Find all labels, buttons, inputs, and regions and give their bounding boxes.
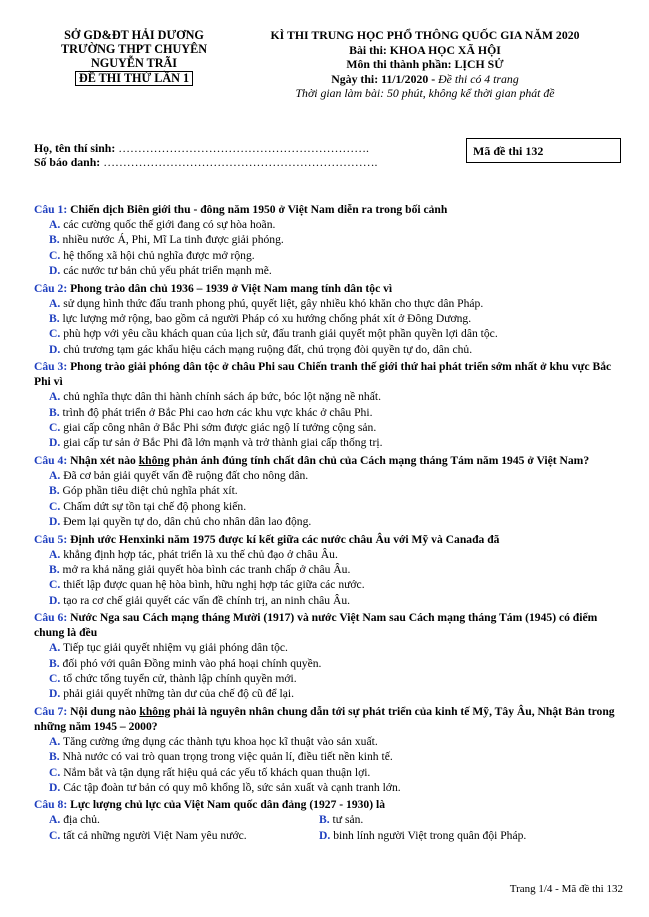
answer-option: D. các nước tư bản chủ yếu phát triển mạnh mẽ. bbox=[49, 264, 272, 278]
exam-time: Thời gian làm bài: 50 phút, không kể thời gian phát đề bbox=[295, 86, 555, 100]
candidate-id-label: Số báo danh: bbox=[34, 155, 101, 169]
answer-option: A. các cường quốc thế giới đang có sự hòa hoãn. bbox=[49, 218, 276, 231]
answer-options-grid bbox=[34, 812, 628, 843]
answer-option: A. sử dụng hình thức đấu tranh phong phú, quyết liệt, gây nhiều khó khăn cho thực dân Pháp. bbox=[49, 296, 484, 310]
question-number: Câu 3: bbox=[34, 360, 68, 374]
department-name: SỞ GD&ĐT HẢI DƯƠNG bbox=[64, 28, 204, 42]
question-number: Câu 7: bbox=[34, 704, 68, 718]
emphasis-negation: không bbox=[139, 704, 171, 718]
answer-option: A. Tiếp tục giải quyết nhiệm vụ giải phóng dân tộc. bbox=[49, 641, 288, 655]
exam-date: Ngày thi: 11/1/2020 - bbox=[331, 71, 436, 86]
candidate-name-field: ………………………………………………………. bbox=[118, 141, 369, 155]
exam-name: Bài thi: KHOA HỌC XÃ HỘI bbox=[349, 42, 501, 57]
answer-option: B. nhiều nước Á, Phi, Mĩ La tinh được giải phóng. bbox=[49, 233, 284, 247]
question bbox=[34, 532, 628, 609]
question-number: Câu 6: bbox=[34, 611, 68, 625]
question bbox=[34, 202, 628, 279]
question-stem: Lực lượng chủ lực của Việt Nam quốc dân đảng (1927 - 1930) là bbox=[70, 798, 385, 812]
answer-option: C. tất cả những người Việt Nam yêu nước. bbox=[49, 828, 247, 842]
answer-option: B. đối phó với quân Đồng minh vào phá hoại chính quyền. bbox=[49, 656, 322, 670]
answer-option: C. hệ thống xã hội chủ nghĩa được mở rộng. bbox=[49, 248, 255, 262]
exam-code-box: Mã đề thi 132 bbox=[466, 138, 621, 163]
question: Câu 4: Nhận xét nào không phản ánh đúng tính chất dân chủ của Cách mạng tháng Tám năm 1945 ở Việt Nam? A. Đã cơ bản giải quyết vấn đề ruộng đất cho nông dân. B. Góp phần tiêu diệt chủ nghĩa phát xít. C. Chấm dứt sự tồn tại chế độ phong kiến. D. Đem lại quyền tự do, dân chủ cho nhân dân lao động. bbox=[34, 453, 628, 530]
candidate-id-field: ……………………………………………………………. bbox=[103, 155, 378, 169]
question-stem: Định ước Henxinki năm 1975 được kí kết giữa các nước châu Âu với Mỹ và Canađa đã bbox=[70, 532, 500, 546]
answer-option: C. thiết lập được quan hệ hòa bình, hữu nghị hợp tác giữa các nước. bbox=[49, 578, 365, 592]
question-stem: Nước Nga sau Cách mạng tháng Mười (1917) và nước Việt Nam sau Cách mạng tháng Tám (1945) có điểm chung là đều bbox=[34, 611, 598, 640]
answer-option: A. Tăng cường ứng dụng các thành tựu khoa học kĩ thuật vào sản xuất. bbox=[49, 734, 378, 748]
answer-option: A. Đã cơ bản giải quyết vấn đề ruộng đất cho nông dân. bbox=[49, 468, 309, 482]
question-stem: Phong trào giải phóng dân tộc ở châu Phi sau Chiến tranh thế giới thứ hai phát triển sớm nhất ở khu vực Bắc Phi vì bbox=[34, 360, 612, 389]
candidate-name-label: Họ, tên thí sinh: bbox=[34, 141, 116, 155]
answer-option: C. tổ chức tổng tuyển cử, thành lập chính quyền mới. bbox=[49, 671, 297, 685]
answer-option: C. giai cấp công nhân ở Bắc Phi sớm được giác ngộ lí tưởng cộng sản. bbox=[49, 421, 377, 435]
exam-subject: Môn thi thành phần: LỊCH SỬ bbox=[346, 57, 504, 71]
answer-option: D. phải giải quyết những tàn dư của chế độ cũ để lại. bbox=[49, 687, 295, 701]
exam-page-count: Đề thi có 4 trang bbox=[438, 71, 519, 86]
answer-option: D. chủ trương tạm gác khẩu hiệu cách mạng ruộng đất, chú trọng đòi quyền tự do, dân chủ. bbox=[49, 342, 473, 356]
question bbox=[34, 359, 628, 451]
exam-round-label: ĐỀ THI THỬ LẦN 1 bbox=[75, 71, 193, 86]
answer-option: A. khẳng định hợp tác, phát triển là xu thế chủ đạo ở châu Âu. bbox=[49, 547, 338, 561]
school-name-line1: TRƯỜNG THPT CHUYÊN bbox=[60, 42, 208, 56]
answer-option: D. tạo ra cơ chế giải quyết các vấn đề chính trị, an ninh châu Âu. bbox=[49, 593, 351, 607]
answer-option: D. Các tập đoàn tư bản có quy mô khổng lồ, sức sản xuất và cạnh tranh lớn. bbox=[49, 780, 401, 794]
page-footer: Trang 1/4 - Mã đề thi 132 bbox=[509, 883, 623, 895]
answer-option: C. phù hợp với yêu cầu khách quan của lịch sử, đấu tranh giải quyết một phần quyền lợi dân tộc. bbox=[49, 327, 498, 341]
answer-option: B. Nhà nước có vai trò quan trọng trong việc quản lí, điều tiết nền kinh tế. bbox=[49, 750, 393, 764]
question bbox=[34, 610, 628, 702]
question-list bbox=[34, 202, 628, 845]
answer-option: B. lực lượng mở rộng, bao gồm cả người Pháp có xu hướng chống phát xít ở Đông Dương. bbox=[49, 312, 472, 326]
answer-option: B. tư sản. bbox=[319, 813, 364, 827]
answer-option: D. Đem lại quyền tự do, dân chủ cho nhân dân lao động. bbox=[49, 515, 312, 529]
question-stem: phản ánh đúng tính chất dân chủ của Cách mạng tháng Tám năm 1945 ở Việt Nam? bbox=[172, 453, 590, 467]
school-name-line2: NGUYỄN TRÃI bbox=[90, 56, 178, 70]
answer-option: B. Góp phần tiêu diệt chủ nghĩa phát xít. bbox=[49, 484, 238, 498]
question-number: Câu 4: bbox=[34, 453, 68, 467]
question-number: Câu 2: bbox=[34, 281, 68, 295]
exam-title: KÌ THI TRUNG HỌC PHỔ THÔNG QUỐC GIA NĂM 2020 bbox=[270, 28, 580, 42]
answer-option: C. Nắm bắt và tận dụng rất hiệu quả các yếu tố khách quan thuận lợi. bbox=[49, 765, 371, 779]
candidate-info bbox=[34, 141, 377, 169]
question-number: Câu 5: bbox=[34, 532, 68, 546]
question bbox=[34, 281, 628, 358]
question-number: Câu 1: bbox=[34, 203, 68, 216]
question-stem: Phong trào dân chủ 1936 – 1939 ở Việt Nam mang tính dân tộc vì bbox=[70, 281, 393, 295]
answer-option: C. Chấm dứt sự tồn tại chế độ phong kiến. bbox=[49, 499, 247, 513]
answer-option: B. mở ra khả năng giải quyết hòa bình các tranh chấp ở châu Âu. bbox=[49, 562, 351, 576]
answer-option: B. trình độ phát triển ở Bắc Phi cao hơn các khu vực khác ở châu Phi. bbox=[49, 405, 373, 419]
answer-option: A. chủ nghĩa thực dân thi hành chính sách áp bức, bóc lột nặng nề nhất. bbox=[49, 390, 381, 404]
answer-option: D. binh lính người Việt trong quân đội Pháp. bbox=[319, 828, 527, 842]
question-stem: Chiến dịch Biên giới thu - đông năm 1950 ở Việt Nam diễn ra trong bối cảnh bbox=[70, 203, 448, 216]
answer-option: A. địa chủ. bbox=[49, 813, 100, 827]
question-number: Câu 8: bbox=[34, 798, 68, 812]
question: Câu 7: Nội dung nào không phải là nguyên nhân chung dẫn tới sự phát triển của kinh tế Mỹ, Tây Âu, Nhật Bản trong những năm 1945 – 2000? A. Tăng cường ứng dụng các thành tựu khoa học kĩ thuật vào sản xuất. B. Nhà nước có vai trò quan trọng trong việc quản lí, điều tiết nền kinh tế. C. Nắm bắt và tận dụng rất hiệu quả các yếu tố khách quan thuận lợi. D. Các tập đoàn tư bản có quy mô khổng lồ, sức sản xuất và cạnh tranh lớn. bbox=[34, 704, 628, 796]
exam-header bbox=[240, 28, 610, 101]
exam-date-line bbox=[240, 72, 610, 87]
emphasis-negation: không bbox=[138, 453, 170, 467]
answer-option: D. giai cấp tư sản ở Bắc Phi đã lớn mạnh và trở thành giai cấp thống trị. bbox=[49, 436, 383, 450]
school-header bbox=[34, 28, 234, 86]
question-stem: phải là nguyên nhân chung dẫn tới sự phát triển của kinh tế Mỹ, Tây Âu, Nhật Bản trong những năm 1945 – 2000? bbox=[34, 704, 615, 733]
question bbox=[34, 797, 628, 843]
